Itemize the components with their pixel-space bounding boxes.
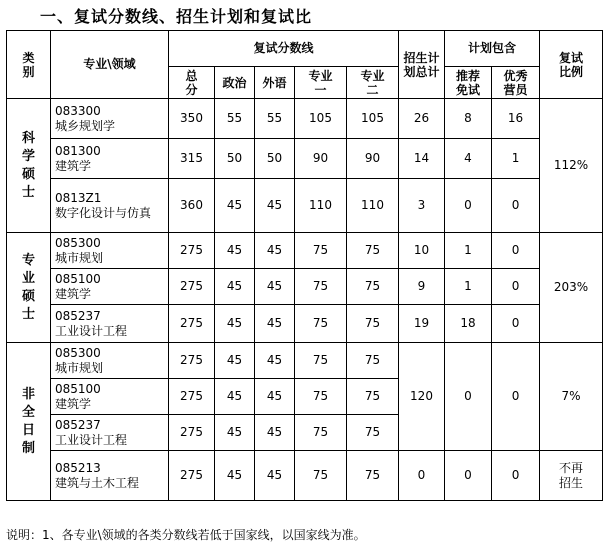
score-major1: 75: [295, 343, 347, 379]
major-code: 085237: [55, 417, 101, 432]
major-cell: [51, 139, 169, 179]
score-total: 275: [169, 379, 215, 415]
score-major1: 75: [295, 269, 347, 305]
plan-camp: 0: [492, 179, 540, 233]
score-major1: 105: [295, 99, 347, 139]
plan-camp: 16: [492, 99, 540, 139]
plan-plan: 14: [399, 139, 445, 179]
ratio-cell: 203%: [540, 233, 603, 343]
category-label: 专业硕士: [21, 252, 35, 322]
category-label: 科学硕士: [21, 130, 35, 200]
score-major2: 105: [347, 99, 399, 139]
score-foreign: 45: [255, 305, 295, 343]
score-major1: 75: [295, 415, 347, 451]
score-politics: 45: [215, 343, 255, 379]
score-major1: 75: [295, 379, 347, 415]
major-name: 建筑学: [55, 396, 92, 411]
score-total: 315: [169, 139, 215, 179]
score-major1: 110: [295, 179, 347, 233]
score-total: 360: [169, 179, 215, 233]
plan-plan: 0: [399, 451, 445, 501]
header-major: 专业\领域: [51, 31, 169, 99]
score-major1: 75: [295, 305, 347, 343]
major-name: 城市规划: [55, 360, 104, 375]
major-cell: [51, 179, 169, 233]
category-cell: [7, 233, 51, 343]
major-name: 工业设计工程: [55, 323, 128, 338]
major-code: 085300: [55, 235, 101, 250]
score-major2: 75: [347, 233, 399, 269]
score-major1: 75: [295, 451, 347, 501]
plan-recommend: 4: [445, 139, 492, 179]
merged-plan: 120: [399, 343, 445, 451]
plan-camp: 0: [492, 269, 540, 305]
major-name: 工业设计工程: [55, 432, 128, 447]
major-name: 数字化设计与仿真: [55, 205, 152, 220]
major-code: 085237: [55, 308, 101, 323]
plan-recommend: 1: [445, 269, 492, 305]
plan-recommend: 8: [445, 99, 492, 139]
major-cell: [51, 379, 169, 415]
score-major2: 75: [347, 379, 399, 415]
major-name: 城乡规划学: [55, 118, 116, 133]
score-major2: 75: [347, 269, 399, 305]
table-row: [7, 305, 603, 343]
major-code: 085300: [55, 345, 101, 360]
score-politics: 45: [215, 379, 255, 415]
score-total: 275: [169, 415, 215, 451]
plan-recommend: 0: [445, 179, 492, 233]
major-name: 建筑学: [55, 158, 92, 173]
major-code: 081300: [55, 143, 101, 158]
score-major2: 110: [347, 179, 399, 233]
major-name: 建筑与土木工程: [55, 475, 140, 490]
major-cell: [51, 99, 169, 139]
table-row: [7, 99, 603, 139]
score-total: 275: [169, 343, 215, 379]
plan-plan: 9: [399, 269, 445, 305]
header-score-group: 复试分数线: [169, 31, 399, 67]
footnote: 说明：1、各专业\领域的各类分数线若低于国家线，以国家线为准。: [6, 528, 366, 542]
major-cell: [51, 233, 169, 269]
score-foreign: 45: [255, 379, 295, 415]
header-total: 总分: [169, 67, 215, 99]
major-code: 0813Z1: [55, 190, 102, 205]
score-major2: 75: [347, 343, 399, 379]
merged-camp: 0: [492, 343, 540, 451]
score-foreign: 45: [255, 415, 295, 451]
category-cell: [7, 99, 51, 233]
score-politics: 50: [215, 139, 255, 179]
page-title: 一、复试分数线、招生计划和复试比: [40, 7, 313, 26]
plan-camp: 0: [492, 233, 540, 269]
score-politics: 45: [215, 305, 255, 343]
major-name: 城市规划: [55, 250, 104, 265]
ratio-text: 不再招生: [559, 460, 584, 490]
score-foreign: 45: [255, 451, 295, 501]
plan-camp: 0: [492, 305, 540, 343]
major-code: 085213: [55, 460, 101, 475]
table-row: [7, 269, 603, 305]
header-ratio: 复试比例: [540, 31, 603, 99]
score-major2: 75: [347, 305, 399, 343]
score-foreign: 45: [255, 179, 295, 233]
header-foreign: 外语: [255, 67, 295, 99]
major-code: 083300: [55, 103, 101, 118]
score-foreign: 45: [255, 269, 295, 305]
score-major2: 75: [347, 451, 399, 501]
plan-recommend: 1: [445, 233, 492, 269]
score-politics: 55: [215, 99, 255, 139]
category-cell: [7, 343, 51, 501]
header-major2: 专业二: [347, 67, 399, 99]
major-cell: [51, 415, 169, 451]
major-code: 085100: [55, 271, 101, 286]
score-major2: 75: [347, 415, 399, 451]
plan-plan: 3: [399, 179, 445, 233]
header-recommend: 推荐免试: [445, 67, 492, 99]
major-cell: [51, 343, 169, 379]
score-foreign: 45: [255, 343, 295, 379]
score-foreign: 50: [255, 139, 295, 179]
score-major2: 90: [347, 139, 399, 179]
header-plan-group: 计划包含: [445, 31, 540, 67]
plan-plan: 19: [399, 305, 445, 343]
header-category: 类别: [7, 31, 51, 99]
plan-plan: 26: [399, 99, 445, 139]
score-table: [6, 30, 603, 501]
header-camp: 优秀营员: [492, 67, 540, 99]
plan-camp: 0: [492, 451, 540, 501]
table-row: [7, 139, 603, 179]
table-row: [7, 233, 603, 269]
ratio-cell: [540, 451, 603, 501]
ratio-cell: 112%: [540, 99, 603, 233]
score-total: 275: [169, 233, 215, 269]
score-total: 275: [169, 451, 215, 501]
score-major1: 75: [295, 233, 347, 269]
score-foreign: 45: [255, 233, 295, 269]
plan-recommend: 0: [445, 451, 492, 501]
header-major1: 专业一: [295, 67, 347, 99]
major-cell: [51, 451, 169, 501]
table-row: [7, 343, 603, 379]
category-label: 非全日制: [21, 386, 35, 456]
major-name: 建筑学: [55, 286, 92, 301]
score-major1: 90: [295, 139, 347, 179]
score-foreign: 55: [255, 99, 295, 139]
plan-recommend: 18: [445, 305, 492, 343]
header-enroll-total: 招生计划总计: [399, 31, 445, 99]
score-politics: 45: [215, 269, 255, 305]
table-row: [7, 179, 603, 233]
major-code: 085100: [55, 381, 101, 396]
score-politics: 45: [215, 179, 255, 233]
merged-recommend: 0: [445, 343, 492, 451]
score-total: 275: [169, 305, 215, 343]
table-row: [7, 451, 603, 501]
score-total: 350: [169, 99, 215, 139]
header-politics: 政治: [215, 67, 255, 99]
plan-camp: 1: [492, 139, 540, 179]
major-cell: [51, 269, 169, 305]
score-politics: 45: [215, 233, 255, 269]
major-cell: [51, 305, 169, 343]
score-politics: 45: [215, 415, 255, 451]
ratio-cell: 7%: [540, 343, 603, 451]
score-politics: 45: [215, 451, 255, 501]
score-total: 275: [169, 269, 215, 305]
plan-plan: 10: [399, 233, 445, 269]
